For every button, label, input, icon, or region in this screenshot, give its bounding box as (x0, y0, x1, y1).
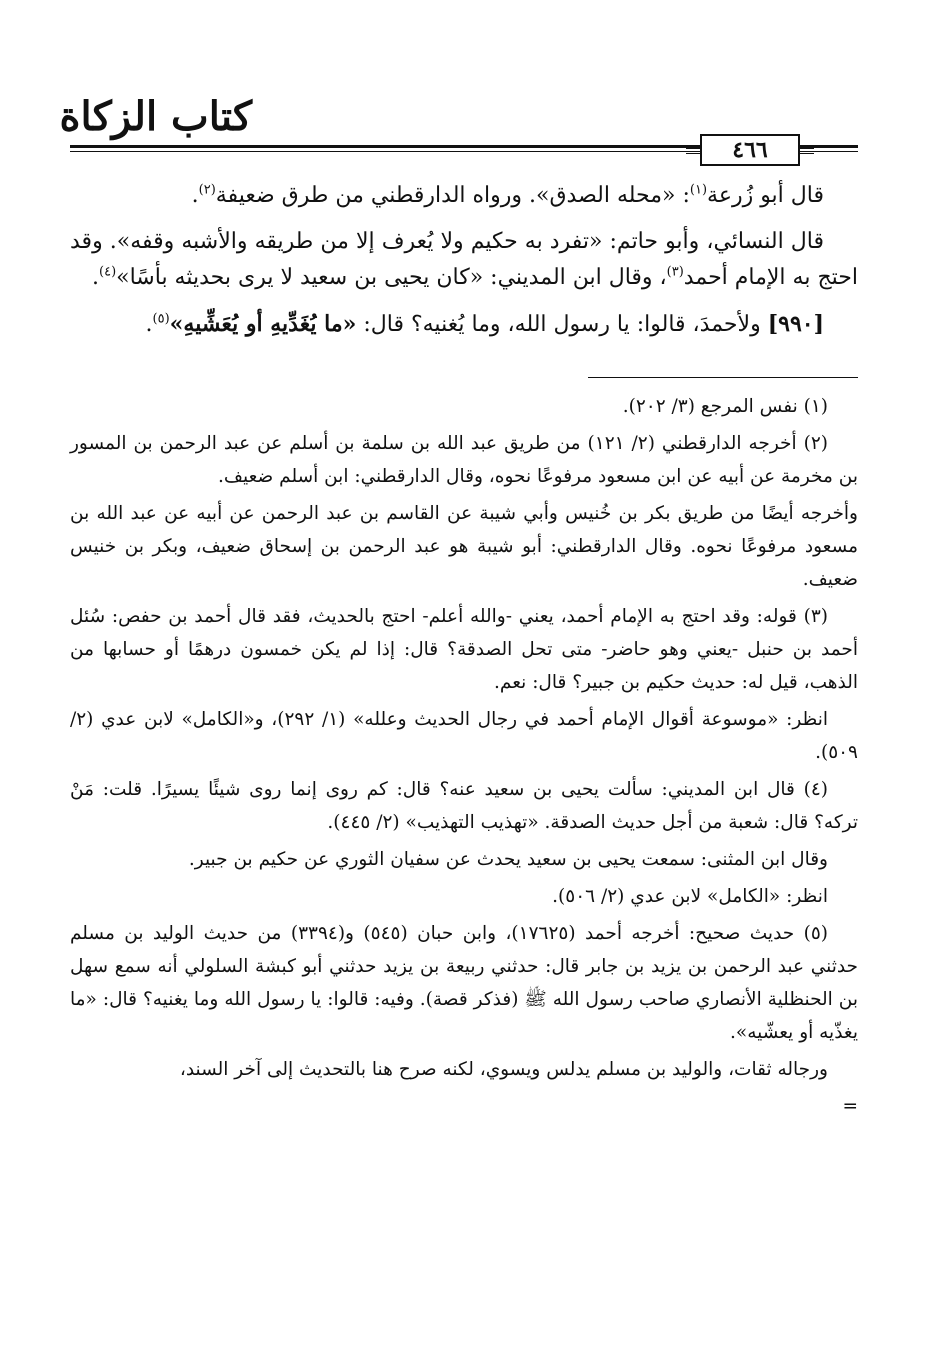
footnote-5-continued: ورجاله ثقات، والوليد بن مسلم يدلس ويسوي، لكنه صرح هنا بالتحديث إلى آخر السند، (179, 1059, 828, 1080)
page-number: ٤٦٦ (700, 134, 800, 166)
page-header (0, 0, 940, 163)
hadith-quote: «ما يُغَدِّيهِ أو يُعَشِّيهِ» (169, 311, 357, 337)
footnote-2-continued: وأخرجه أيضًا من طريق بكر بن خُنيس وأبي شيبة عن القاسم بن عبد الرحمن عن أبيه عن عبد الله بن مسعود مرفوعًا نحوه. وقال الدارقطني: أبو شيبة هو عبد الرحمن بن إسحاق ضعيف، وبكر بن خنيس ضعيف. (70, 503, 858, 590)
footnote-ref: (١) (689, 182, 708, 198)
footnote-ref: (٤) (99, 264, 117, 280)
text-run: قال أبو زُرعة (707, 183, 824, 208)
footnote-separator (588, 377, 858, 378)
footnote-4-continued: وقال ابن المثنى: سمعت يحيى بن سعيد يحدث عن سفيان الثوري عن حكيم بن جبير. (188, 849, 828, 870)
footnote-ref: (٢) (198, 182, 216, 198)
text-run: . (191, 183, 199, 208)
footnote-ref: (٥) (152, 311, 170, 327)
footnote-4-reference: انظر: «الكامل» لابن عدي (٢/ ٥٠٦). (552, 886, 828, 907)
footnote-1: (١) نفس المرجع (٣/ ٢٠٢). (622, 396, 828, 417)
text-run: : «محله الصدق». ورواه الدارقطني من طرق ضعيفة (215, 183, 690, 208)
book-title: كتاب الزكاة (59, 93, 252, 140)
footnote-3-continued: انظر: «موسوعة أقوال الإمام أحمد في رجال الحديث وعلله» (١/ ٢٩٢)، و«الكامل» لابن عدي (٢/ ٥٠٩). (70, 709, 858, 763)
footnote-5: (٥) حديث صحيح: أخرجه أحمد (١٧٦٢٥)، وابن حبان (٥٤٥) و(٣٣٩٤) من حديث الوليد بن مسلم حدثني عبد الرحمن بن يزيد بن جابر قال: حدثني ربيعة بن يزيد حدثني أبو كبشة السلولي أنه سمع سهل بن الحنظلية الأنصاري صاحب رسول الله ﷺ (فذكر قصة). وفيه: قالوا: يا رسول الله وما يغنيه؟ قال: «ما يغذّيه أو يعشّيه». (70, 923, 858, 1043)
footnote-4: (٤) قال ابن المديني: سألت يحيى بن سعيد عنه؟ قال: كم روى إنما روى شيئًا يسيرًا. قلت: مَنْ تركه؟ قال: شعبة من أجل حديث الصدقة. «تهذيب التهذيب» (٢/ ٤٤٥). (70, 779, 858, 833)
paragraph-nasai (70, 224, 858, 296)
hadith-number: [٩٩٠] (767, 311, 824, 337)
paragraph-abu-zura (70, 178, 858, 214)
main-text (70, 178, 858, 343)
text-run: ولأحمدَ، قالوا: يا رسول الله، وما يُغنيه؟ قال: (356, 312, 768, 337)
footnotes (70, 390, 858, 1123)
text-run: . (92, 265, 99, 290)
text-run: ، وقال ابن المديني: «كان يحيى بن سعيد لا يرى بحديثه بأسًا» (116, 265, 667, 290)
text-run: . (145, 312, 153, 337)
text-run: قال النسائي، وأبو حاتم: «تفرد به حكيم ولا يُعرف إلا من طريقه والأشبه وقفه». وقد احتج به الإمام أحمد (70, 229, 858, 290)
continuation-mark: = (842, 1096, 858, 1117)
hadith-990 (70, 306, 858, 343)
footnote-2: (٢) أخرجه الدارقطني (٢/ ١٢١) من طريق عبد الله بن سلمة بن أسلم عن عبد الرحمن بن المسور بن مخرمة عن أبيه عن ابن مسعود مرفوعًا نحوه، وقال الدارقطني: ابن أسلم ضعيف. (70, 433, 858, 487)
footnote-3: (٣) قوله: وقد احتج به الإمام أحمد، يعني -والله أعلم- احتج بالحديث، فقد قال أحمد بن حفص: سُئل أحمد بن حنبل -يعني وهو حاضر- متى تحل الصدقة؟ قال: إذا لم يكن خمسون درهمًا أو حسابها من الذهب، قيل له: حديث حكيم بن جبير؟ قال: نعم. (70, 606, 858, 693)
page-content (70, 178, 858, 1127)
footnote-ref: (٣) (666, 264, 684, 280)
